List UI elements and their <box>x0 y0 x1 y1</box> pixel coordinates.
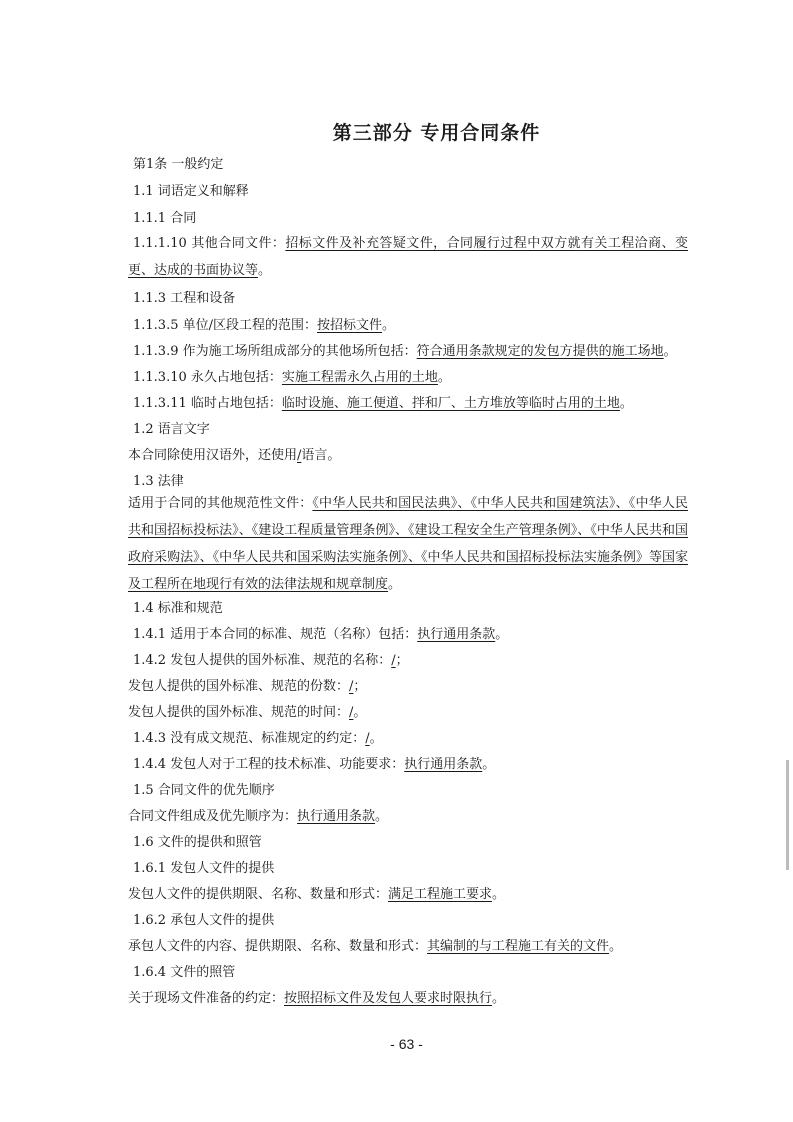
section-heading: 1.4 标准和规范 <box>133 601 223 616</box>
clause-unwritten-standards: 1.4.3 没有成文规范、标准规定的约定：/。 <box>133 731 383 746</box>
clause-foreign-standards-time: 发包人提供的国外标准、规范的时间：/。 <box>128 705 367 720</box>
page-number: - 63 - <box>390 1036 423 1052</box>
page-title: 第三部分 专用合同条件 <box>332 122 541 144</box>
clause-document-priority: 合同文件组成及优先顺序为：执行通用条款。 <box>128 809 389 824</box>
clause-contractor-documents: 承包人文件的内容、提供期限、名称、数量和形式：其编制的与工程施工有关的文件。 <box>128 939 623 954</box>
section-heading: 1.6.4 文件的照管 <box>133 965 236 980</box>
clause-employer-documents: 发包人文件的提供期限、名称、数量和形式：满足工程施工要求。 <box>128 887 506 902</box>
scan-edge-shadow <box>786 760 789 870</box>
clause-other-sites: 1.1.3.9 作为施工场所组成部分的其他场所包括：符合通用条款规定的发包方提供的施工场地。 <box>133 344 677 359</box>
section-heading: 1.6.1 发包人文件的提供 <box>133 861 275 876</box>
clause-language: 本合同除使用汉语外，还使用/语言。 <box>128 448 341 463</box>
section-heading: 1.6 文件的提供和照管 <box>133 835 262 850</box>
clause-laws: 适用于合同的其他规范性文件：《中华人民共和国民法典》、《中华人民共和国建筑法》、《中华人民共和国招标投标法》、《建设工程质量管理条例》、《建设工程安全生产管理条例》、《中华人民共和国政府采购法》、《中华人民共和国采购法实施条例》、《中华人民共和国招标投标法实施条例》等国家及工程所在地现行有效的法律法规和规章制度。 <box>128 496 688 592</box>
section-heading: 1.6.2 承包人文件的提供 <box>133 913 275 928</box>
section-heading: 1.2 语言文字 <box>133 422 210 437</box>
section-heading: 1.3 法律 <box>133 474 184 489</box>
section-heading: 1.1.3 工程和设备 <box>133 291 236 306</box>
clause-technical-requirements: 1.4.4 发包人对于工程的技术标准、功能要求：执行通用条款。 <box>133 757 496 772</box>
clause-foreign-standards-copies: 发包人提供的国外标准、规范的份数：/； <box>128 679 367 694</box>
clause-permanent-land: 1.1.3.10 永久占地包括：实施工程需永久占用的土地。 <box>133 370 451 385</box>
clause-standards: 1.4.1 适用于本合同的标准、规范（名称）包括：执行通用条款。 <box>133 627 509 642</box>
clause-foreign-standards-name: 1.4.2 发包人提供的国外标准、规范的名称：/； <box>133 653 409 668</box>
article-heading: 第1条 一般约定 <box>133 157 224 172</box>
section-heading: 1.5 合同文件的优先顺序 <box>133 783 275 798</box>
section-heading: 1.1 词语定义和解释 <box>133 184 249 199</box>
clause-other-contract-docs: 1.1.1.10 其他合同文件：招标文件及补充答疑文件，合同履行过程中双方就有关工程洽商、变更、达成的书面协议等。 <box>128 236 688 278</box>
clause-temporary-land: 1.1.3.11 临时占地包括：临时设施、施工便道、拌和厂、土方堆放等临时占用的土地。 <box>133 396 633 411</box>
clause-unit-scope: 1.1.3.5 单位/区段工程的范围：按招标文件。 <box>133 318 396 333</box>
section-heading: 1.1.1 合同 <box>133 211 197 226</box>
clause-site-documents: 关于现场文件准备的约定：按照招标文件及发包人要求时限执行。 <box>128 991 506 1006</box>
